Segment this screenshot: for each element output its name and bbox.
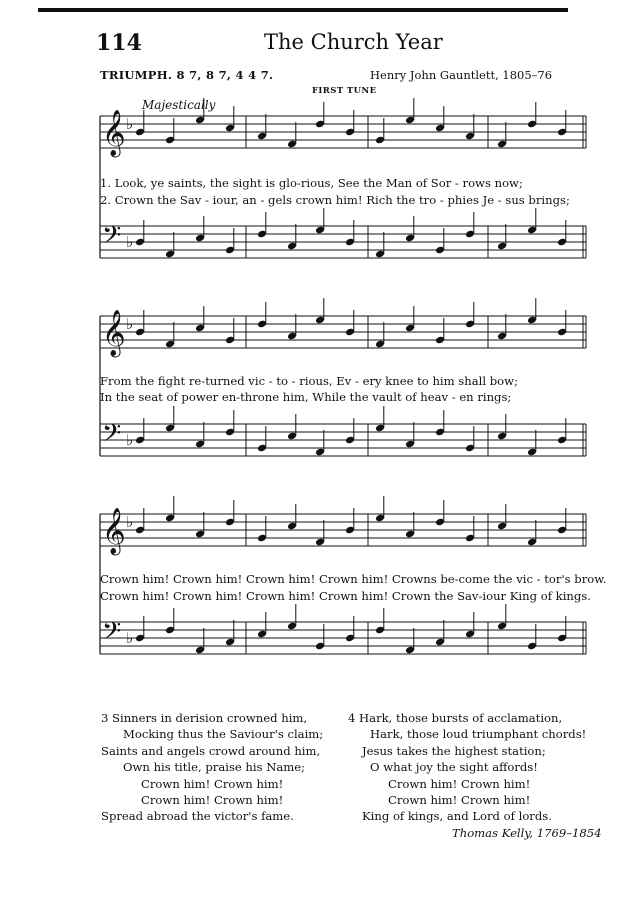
verse-3-line: Saints and angels crowd around him, [101, 743, 321, 758]
verse-3-line: 3 Sinners in derision crowned him, [101, 711, 308, 725]
system-1-bass-clef: 𝄢 [102, 221, 122, 256]
system-2-treble-clef: 𝄞 [102, 310, 126, 356]
verse-4-line: Hark, those loud triumphant chords! [370, 727, 587, 742]
verse-4-line: Crown him! Crown him! [388, 793, 531, 808]
system-1-verse-2: 2. Crown the Sav - iour, an - gels crown him! Rich the tro - phies Je - sus brings; [100, 193, 570, 207]
system-3-bass-key-signature: ♭ [126, 629, 134, 647]
system-3-bass-clef: 𝄢 [102, 617, 122, 652]
verse-4-line: King of kings, and Lord of lords. [362, 809, 552, 824]
verse-4-line: O what joy the sight affords! [370, 760, 538, 775]
verse-4-line: 4 Hark, those bursts of acclamation, [348, 711, 563, 725]
verse-3-line: Mocking thus the Saviour's claim; [123, 727, 324, 742]
system-3-treble-key-signature: ♭ [126, 513, 134, 531]
system-1-treble-key-signature: ♭ [126, 115, 134, 133]
hymn-number: 114 [96, 30, 142, 56]
system-2-verse-2: In the seat of power en-throne him, While the vault of heav - en rings; [100, 390, 512, 404]
system-1-treble-clef: 𝄞 [102, 110, 126, 156]
author-credit: Thomas Kelly, 1769–1854 [452, 826, 602, 840]
verse-3-line: Spread abroad the victor's fame. [101, 809, 294, 824]
system-1-bass-key-signature: ♭ [126, 233, 134, 251]
verse-4-block [348, 710, 586, 825]
system-1-verse-1: 1. Look, ye saints, the sight is glo-rious, See the Man of Sor - rows now; [100, 176, 523, 190]
verse-3-line: Own his title, praise his Name; [123, 760, 306, 775]
system-3-treble-clef: 𝄞 [102, 508, 126, 554]
verse-3-line: Crown him! Crown him! [141, 793, 284, 808]
system-2-bass-key-signature: ♭ [126, 431, 134, 449]
section-title: The Church Year [264, 30, 443, 54]
system-2-treble-key-signature: ♭ [126, 315, 134, 333]
verse-4-line: Crown him! Crown him! [388, 776, 531, 791]
system-2-bass-clef: 𝄢 [102, 419, 122, 454]
tempo-marking: Majestically [142, 98, 216, 112]
tune-label: FIRST TUNE [312, 86, 377, 96]
composer-credit: Henry John Gauntlett, 1805–76 [370, 68, 553, 82]
verse-3-line: Crown him! Crown him! [141, 776, 284, 791]
verse-3-block [101, 710, 323, 825]
system-3-verse-2: Crown him! Crown him! Crown him! Crown him! Crown the Sav-iour King of kings. [100, 589, 591, 603]
verse-4-line: Jesus takes the highest station; [362, 743, 546, 758]
system-3-verse-1: Crown him! Crown him! Crown him! Crown him! Crowns be-come the vic - tor's brow. [100, 572, 607, 586]
system-2-verse-1: From the fight re-turned vic - to - rious, Ev - ery knee to him shall bow; [100, 374, 518, 388]
tune-name: TRIUMPH. 8 7, 8 7, 4 4 7. [100, 68, 274, 82]
